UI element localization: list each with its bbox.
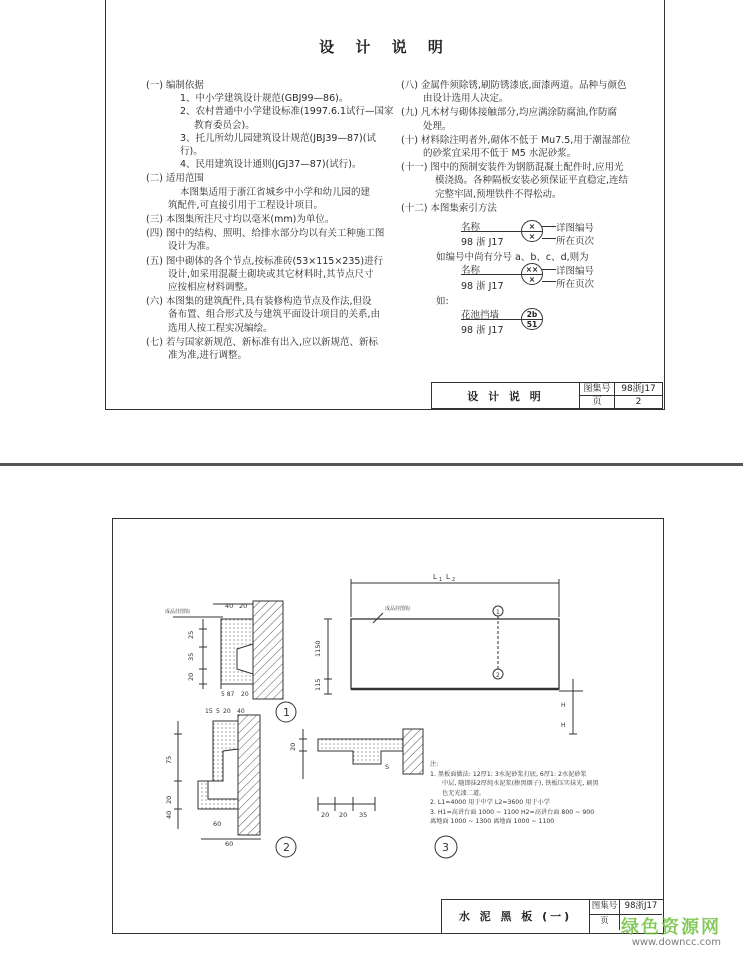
detail-1 [165, 601, 296, 722]
svg-text:40: 40 [165, 810, 173, 819]
page-separator [0, 463, 743, 466]
note-line: 1、中小学建筑设计规范(GBJ99—86)。 [180, 93, 349, 105]
site-watermark [621, 913, 721, 948]
notes-head: 注: [430, 761, 439, 768]
label-finished-frame: 成品挂图钩 [165, 609, 191, 615]
note-line: (二) 适用范围 [146, 173, 204, 185]
index-name-1: 名称 [461, 222, 481, 233]
example-label: 如: [436, 296, 449, 307]
atlas-label: 图集号 [580, 383, 615, 396]
note-line: (十) 材料除注明者外,砌体不低于 Mu7.5,用于潮湿部位 [401, 134, 631, 146]
index-name-3: 花池挡墙 [461, 310, 500, 321]
label-detail-no: 详图编号 [556, 223, 595, 234]
index-symbol-1 [521, 220, 543, 242]
svg-text:20: 20 [165, 795, 173, 804]
title-block-name: 设 计 说 明 [432, 383, 580, 408]
note-line: (十一) 图中的预制安装件为钢筋混凝土配件时,应用光 [401, 162, 624, 174]
title-block-name: 水 泥 黑 板 (一) [442, 900, 590, 933]
index-code-3: 98 浙 J17 [461, 325, 504, 336]
svg-text:1: 1 [439, 577, 443, 583]
dim-L: L [433, 573, 437, 581]
note-line: (九) 凡木材与砌体接触部分,均应满涂防腐油,作防腐 [401, 107, 617, 119]
label-detail-no: 详图编号 [556, 266, 595, 277]
index-note: 如编号中尚有分号 a、b、c、d,则为 [436, 252, 589, 263]
note-line: 3、托儿所幼儿园建筑设计规范(JBJ39—87)(试行)。 [180, 132, 376, 158]
svg-text:1150: 1150 [314, 640, 322, 657]
page-value: 2 [635, 397, 642, 407]
drawing-notes [430, 760, 640, 827]
detail-2 [165, 708, 296, 857]
note-line: 由设计选用人决定。 [423, 93, 509, 105]
note-line: 2、农村普通中小学建设标准(1997.6.1试行—国家 [180, 106, 394, 118]
symbol-bottom: × [528, 232, 536, 241]
leader-line [542, 226, 556, 227]
blackboard-elevation [314, 573, 583, 734]
atlas-label: 图集号 [590, 900, 620, 915]
svg-text:60: 60 [213, 820, 222, 828]
svg-text:成品挂图钩: 成品挂图钩 [385, 606, 411, 612]
index-symbol-2 [521, 263, 543, 285]
index-name-2: 名称 [461, 265, 481, 276]
watermark-text: 绿色资源网 [621, 917, 721, 938]
note-line: 模浇捣。各种隔板安装必须保证平直稳定,连结 [435, 175, 629, 187]
note-line: (四) 图中的结构、照明、给排水部分均以有关工种施工图 [146, 228, 385, 240]
detail-callout-2: 2 [283, 841, 290, 854]
index-code-1: 98 浙 J17 [461, 237, 504, 248]
svg-text:H: H [561, 702, 566, 709]
symbol-top: × [528, 222, 536, 231]
note-line: (七) 若与国家新规范、新标准有出入,应以新规范、新标 [146, 336, 378, 348]
note-line: (十二) 本图集索引方法 [401, 202, 497, 214]
svg-text:1: 1 [496, 609, 500, 616]
sheet-title: 设 计 说 明 [319, 38, 451, 56]
index-symbol-3 [521, 308, 543, 330]
notes-line: 中层, 随即抹2厚纯水泥浆(掺黑烟子), 铁板压实抹光, 刷黑 [442, 780, 599, 787]
atlas-value: 98浙J17 [620, 900, 662, 915]
label-page-no: 所在页次 [556, 236, 595, 247]
svg-text:5: 5 [216, 708, 220, 715]
svg-text:S: S [385, 763, 390, 771]
note-line: 设计,如采用混凝土砌块或其它材料时,其节点尺寸 [168, 268, 374, 280]
leader-line [542, 269, 556, 270]
page-label: 页 [590, 915, 620, 930]
sheet-blackboard-drawing [112, 518, 664, 934]
note-line: 应按相应材料调整。 [168, 282, 254, 294]
svg-text:20: 20 [339, 811, 348, 819]
detail-callout-3: 3 [442, 841, 449, 854]
note-line: 教育委员会)。 [194, 119, 255, 131]
svg-text:40: 40 [225, 602, 234, 610]
note-line: 完整牢固,预埋铁件不得松动。 [435, 188, 562, 200]
note-line: (一) 编制依据 [146, 80, 204, 91]
note-line: 的砂浆宜采用不低于 M5 水泥砂浆。 [423, 148, 577, 160]
note-line: 4、民用建筑设计通则(JGJ37—87)(试行)。 [180, 159, 362, 171]
index-underline-1 [461, 231, 521, 232]
svg-text:60: 60 [225, 840, 234, 848]
sheet-design-notes [105, 0, 665, 410]
notes-line: 1. 黑板面做法: 12厚1: 3水泥砂浆打底, 6厚1: 2水泥砂浆 [430, 770, 587, 778]
svg-text:20: 20 [239, 602, 248, 610]
notes-line: 色无光漆二道。 [442, 789, 486, 797]
svg-text:40: 40 [237, 708, 245, 715]
note-line: 处理。 [423, 120, 452, 132]
index-underline-3 [461, 319, 521, 320]
label-page-no: 所在页次 [556, 279, 595, 290]
symbol-bottom: 51 [526, 320, 538, 329]
notes-line: 2. L1=4000 用于中学 L2=3600 用于小学 [430, 799, 550, 806]
notes-right-column [401, 78, 651, 215]
note-line: (五) 图中砌体的各个节点,按标准砖(53×115×235)进行 [146, 255, 384, 267]
svg-text:H: H [561, 722, 566, 729]
symbol-top: 2b [526, 310, 538, 319]
symbol-top: ×× [525, 265, 539, 274]
svg-text:15: 15 [205, 708, 213, 715]
note-line: (三) 本图集所注尺寸均以毫米(mm)为单位。 [146, 214, 335, 226]
note-line: 设计为准。 [168, 241, 216, 253]
note-line: 选用人按工程实况编绘。 [168, 322, 273, 334]
symbol-bottom: × [528, 275, 536, 284]
note-line: 本图集适用于浙江省城乡中小学和幼儿园的建 [180, 186, 371, 198]
leader-line [542, 281, 556, 282]
note-line: (八) 金属件须除锈,刷防锈漆底,面漆两道。品种与颜色 [401, 80, 627, 91]
svg-text:2: 2 [496, 672, 500, 679]
svg-text:2: 2 [452, 577, 456, 583]
svg-text:115: 115 [314, 678, 322, 691]
svg-text:20: 20 [187, 672, 195, 681]
index-code-2: 98 浙 J17 [461, 281, 504, 292]
note-line: (六) 本图集的建筑配件,具有装修构造节点及作法,但设 [146, 296, 372, 308]
svg-text:75: 75 [165, 755, 173, 764]
svg-text:35: 35 [359, 811, 368, 819]
notes-line: 3. H1=高讲台面 1000 ~ 1100 H2=高讲台面 800 ~ 900 [430, 808, 595, 816]
note-line: 筑配件,可直接引用于工程设计项目。 [168, 199, 324, 211]
svg-text:20: 20 [241, 691, 249, 698]
drawing-canvas [113, 519, 665, 935]
svg-text:25: 25 [187, 630, 195, 639]
svg-text:5 87: 5 87 [221, 691, 235, 698]
note-line: 准为准,进行调整。 [168, 350, 248, 362]
page-label: 页 [580, 396, 615, 409]
note-line: 备布置、组合形式及与建筑平面设计项目的关系,由 [168, 309, 381, 321]
title-block [431, 382, 663, 409]
svg-text:35: 35 [187, 652, 195, 661]
atlas-value: 98浙J17 [615, 383, 662, 396]
svg-text:20: 20 [223, 708, 231, 715]
detail-callout-1: 1 [283, 706, 290, 719]
svg-text:20: 20 [321, 811, 330, 819]
index-underline-2 [461, 274, 521, 275]
dim-L2: L [446, 573, 450, 581]
watermark-url: www.downcc.com [631, 937, 721, 948]
leader-line [542, 238, 556, 239]
notes-line: 离地面 1000 ~ 1300 离地面 1000 ~ 1100 [430, 818, 555, 825]
notes-left-column [146, 78, 396, 362]
svg-text:20: 20 [289, 742, 297, 751]
